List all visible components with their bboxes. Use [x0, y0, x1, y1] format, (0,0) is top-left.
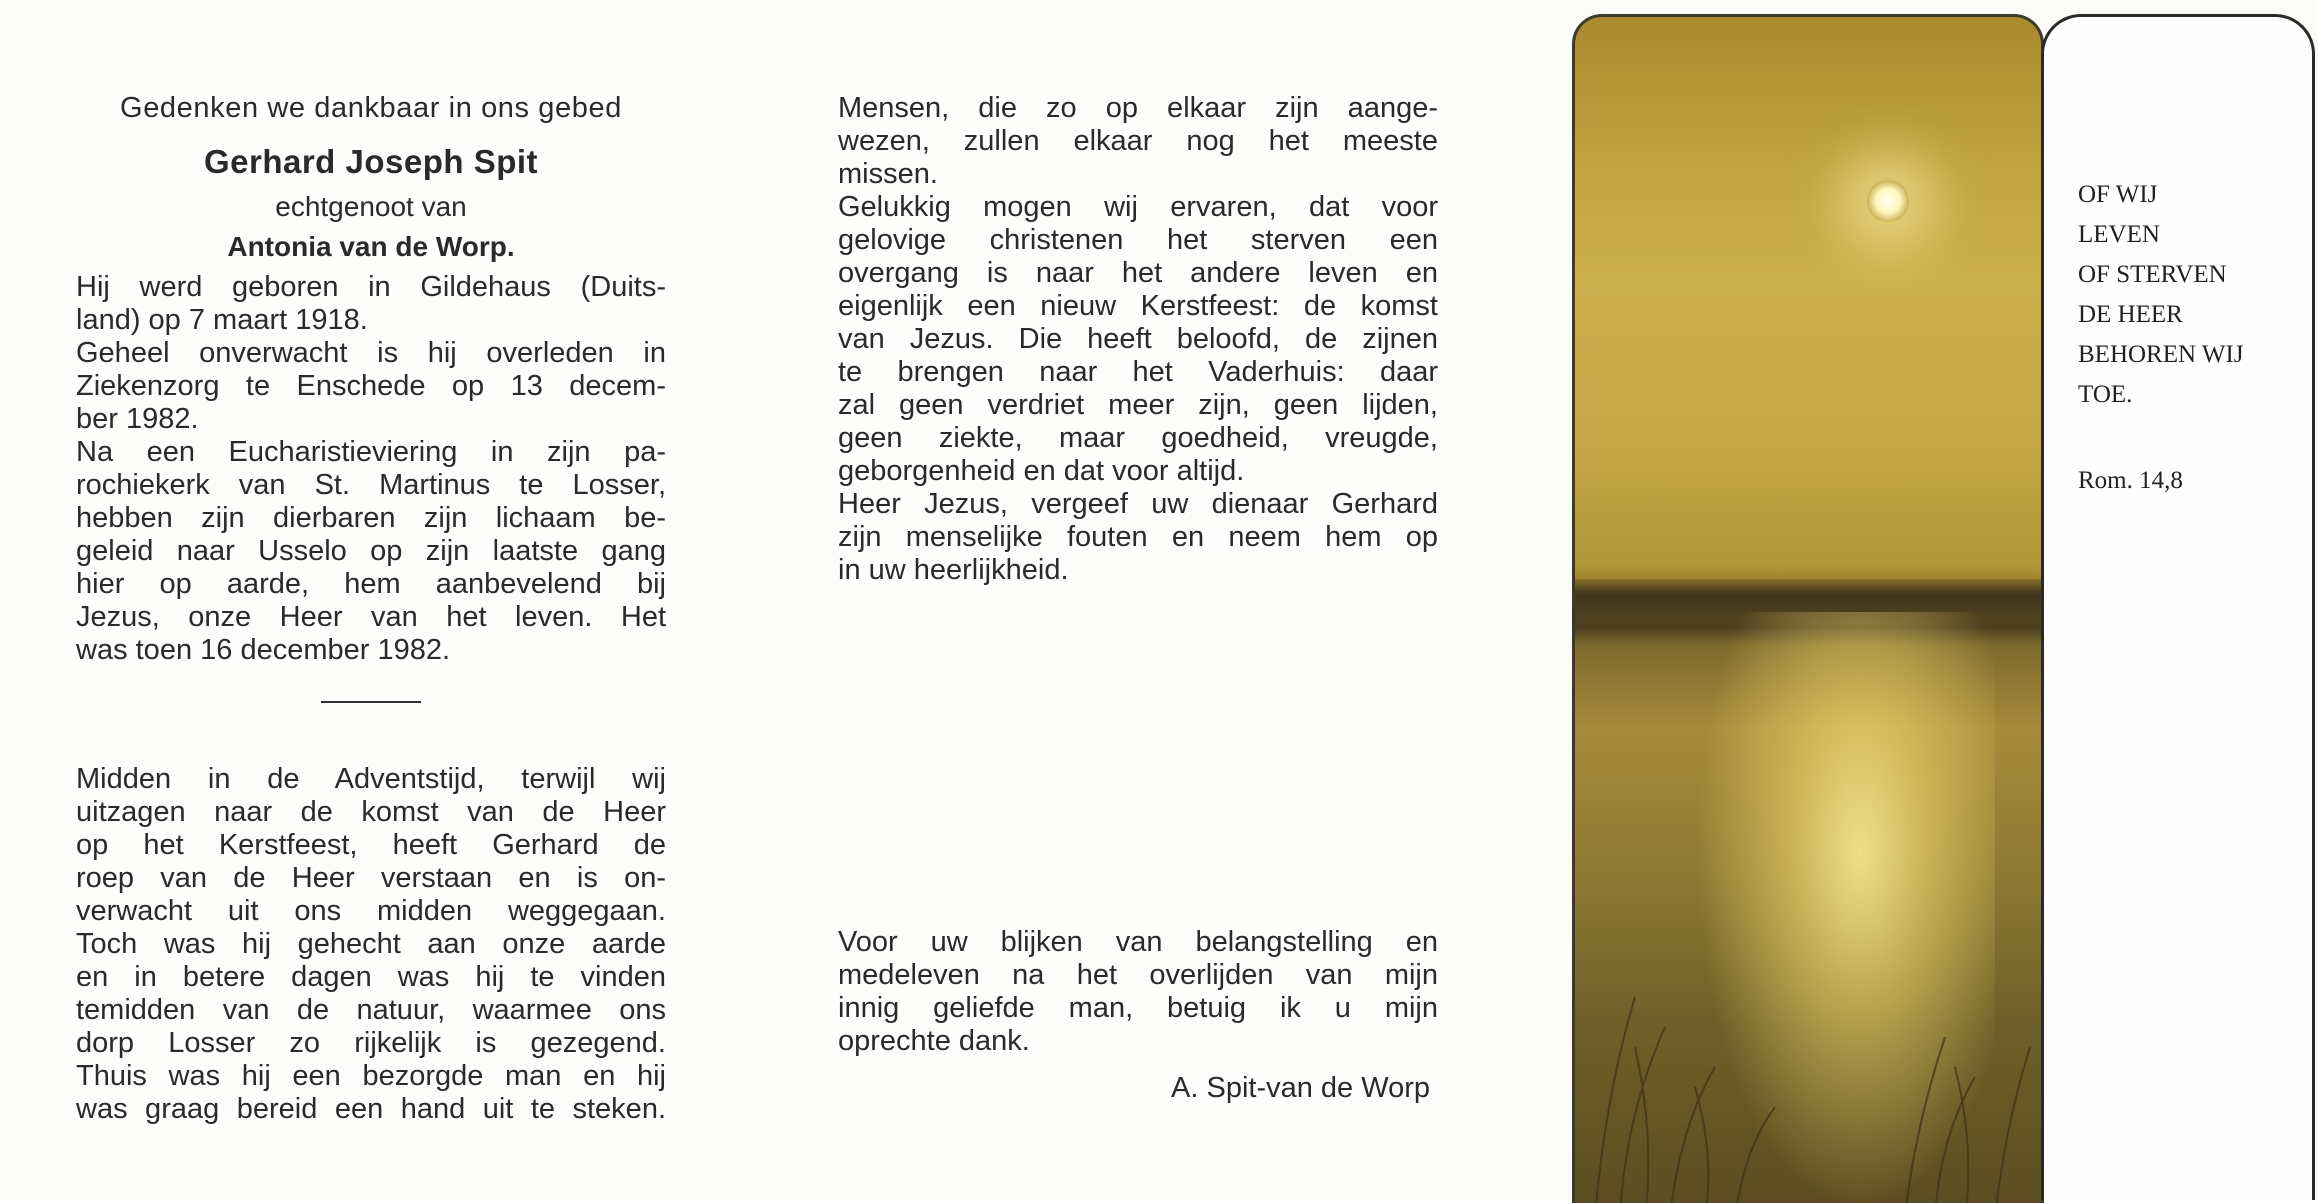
spouse-name: Antonia van de Worp.: [227, 231, 515, 262]
text-line: verwacht uit ons midden weggegaan.: [76, 895, 666, 927]
card-right-panel: [1545, 0, 2318, 1200]
text-line: te brengen naar het Vaderhuis: daar: [838, 356, 1438, 388]
card-left-panel: [76, 92, 666, 1126]
thanks-text: [838, 926, 1438, 1105]
sun: [1867, 180, 1909, 222]
text-line: eigenlijk een nieuw Kerstfeest: de komst: [838, 290, 1438, 322]
text-line: land) op 7 maart 1918.: [76, 304, 368, 336]
text-line: ber 1982.: [76, 403, 199, 435]
verse-line: OF WIJ: [2078, 181, 2158, 208]
text-line: Gelukkig mogen wij ervaren, dat voor: [838, 191, 1438, 223]
text-line: in uw heerlijkheid.: [838, 554, 1069, 586]
verse-line: TOE.: [2078, 381, 2133, 408]
text-line: temidden van de natuur, waarmee ons: [76, 994, 666, 1026]
biography-text: [76, 271, 666, 667]
text-line: was toen 16 december 1982.: [76, 634, 451, 666]
text-line: Thuis was hij een bezorgde man en hij: [76, 1060, 666, 1092]
text-line: op het Kerstfeest, heeft Gerhard de: [76, 829, 666, 861]
text-line: dorp Losser zo rijkelijk is gezegend.: [76, 1027, 666, 1059]
text-line: medeleven na het overlijden van mijn: [838, 959, 1438, 991]
deceased-name: Gerhard Joseph Spit: [203, 143, 539, 180]
verse-line: DE HEER: [2078, 301, 2183, 328]
text-line: geborgenheid en dat voor altijd.: [838, 455, 1245, 487]
text-line: Na een Eucharistieviering in zijn pa-: [76, 436, 666, 468]
verse-line: OF STERVEN: [2078, 261, 2227, 288]
text-line: Ziekenzorg te Enschede op 13 decem-: [76, 370, 666, 402]
advent-text: [76, 763, 666, 1126]
text-line: wezen, zullen elkaar nog het meeste: [838, 125, 1438, 157]
text-line: hier op aarde, hem aanbevelend bij: [76, 568, 666, 600]
reeds-silhouette: [1575, 877, 2041, 1203]
text-line: zijn menselijke fouten en neem hem op: [838, 521, 1438, 553]
text-line: overgang is naar het andere leven en: [838, 257, 1438, 289]
verse-line: BEHOREN WIJ: [2078, 341, 2244, 368]
reflection-text: [838, 92, 1438, 587]
text-line: Voor uw blijken van belangstelling en: [838, 926, 1438, 958]
card-middle-panel: [838, 92, 1438, 1122]
text-line: van Jezus. Die heeft beloofd, de zijnen: [838, 323, 1438, 355]
signature: A. Spit-van de Worp: [1171, 1072, 1430, 1104]
bible-verse: [2078, 175, 2244, 415]
text-line: en in betere dagen was hij te vinden: [76, 961, 666, 993]
text-line: geen ziekte, maar goedheid, vreugde,: [838, 422, 1438, 454]
text-line: Heer Jezus, vergeef uw dienaar Gerhard: [838, 488, 1438, 520]
text-line: uitzagen naar de komst van de Heer: [76, 796, 666, 828]
text-line: hebben zijn dierbaren zijn lichaam be-: [76, 502, 666, 534]
text-line: Geheel onverwacht is hij overleden in: [76, 337, 666, 369]
text-line: Midden in de Adventstijd, terwijl wij: [76, 763, 666, 795]
text-line: Mensen, die zo op elkaar zijn aange-: [838, 92, 1438, 124]
verse-line: LEVEN: [2078, 221, 2160, 248]
bible-verse-card: [2041, 14, 2315, 1200]
opening-line: Gedenken we dankbaar in ons gebed: [120, 92, 622, 124]
text-line: Hij werd geboren in Gildehaus (Duits-: [76, 271, 666, 303]
text-line: innig geliefde man, betuig ik u mijn: [838, 992, 1438, 1024]
separator-rule: [321, 701, 421, 703]
text-line: zal geen verdriet meer zijn, geen lijden,: [838, 389, 1438, 421]
text-line: was graag bereid een hand uit te steken.: [76, 1093, 666, 1125]
sunset-lake-photo: [1572, 14, 2044, 1203]
spouse-label: echtgenoot van: [275, 191, 467, 222]
text-line: oprechte dank.: [838, 1025, 1030, 1057]
verse-reference: Rom. 14,8: [2078, 467, 2183, 494]
text-line: missen.: [838, 158, 938, 190]
text-line: geleid naar Usselo op zijn laatste gang: [76, 535, 666, 567]
text-line: roep van de Heer verstaan en is on-: [76, 862, 666, 894]
text-line: rochiekerk van St. Martinus te Losser,: [76, 469, 666, 501]
text-line: Jezus, onze Heer van het leven. Het: [76, 601, 666, 633]
text-line: Toch was hij gehecht aan onze aarde: [76, 928, 666, 960]
text-line: gelovige christenen het sterven een: [838, 224, 1438, 256]
